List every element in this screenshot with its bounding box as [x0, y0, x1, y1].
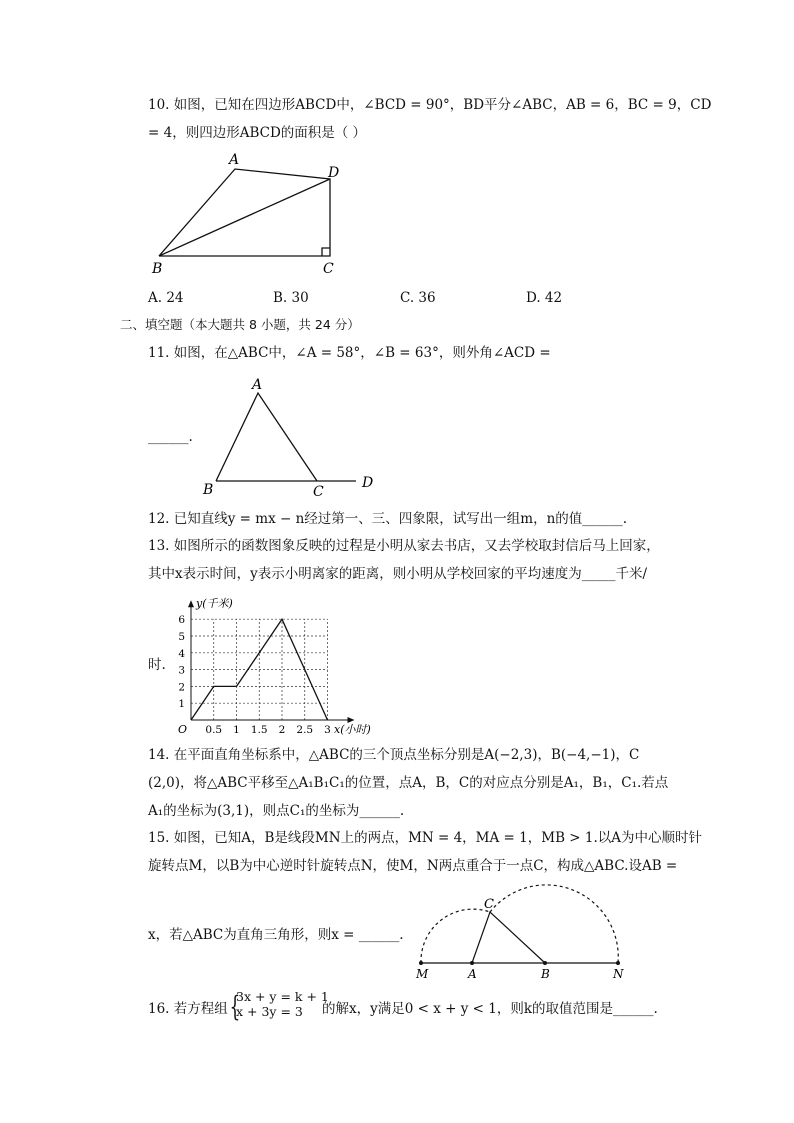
chart-y-tick-label: 3: [178, 664, 185, 677]
q16-equation-1: 3x + y = k + 1: [236, 989, 329, 1004]
q15-label-N: N: [613, 967, 624, 981]
q15-label-A: A: [468, 967, 477, 981]
q12-stem: 12. 已知直线y = mx − n经过第一、三、四象限，试写出一组m，n的值______.: [148, 511, 628, 527]
q10-label-D: D: [328, 165, 340, 181]
q16-suffix: 的解x，y满足0 < x + y < 1，则k的取值范围是______.: [322, 1001, 658, 1017]
chart-y-tick-label: 6: [178, 614, 185, 627]
q10-option-a[interactable]: A. 24: [148, 290, 184, 306]
q15-label-C: C: [484, 897, 494, 912]
q15-label-B: B: [541, 967, 550, 981]
q16-prefix: 16. 若方程组: [148, 1001, 228, 1017]
q15-label-M: M: [416, 967, 429, 981]
q10-label-A: A: [229, 152, 240, 168]
chart-x-tick-label: 2.5: [296, 724, 314, 736]
q15-stem-line1: 15. 如图，已知A，B是线段MN上的两点，MN = 4，MA = 1，MB > 1.以A为中心顺时针: [148, 830, 703, 846]
q13-stem-line3: 时.: [148, 657, 166, 673]
q11-label-C: C: [313, 484, 324, 500]
q10-label-C: C: [323, 261, 334, 277]
q11-label-B: B: [203, 482, 214, 498]
q10-stem-line2: = 4，则四边形ABCD的面积是（ ）: [148, 125, 367, 141]
q10-stem-line1: 10. 如图，已知在四边形ABCD中，∠BCD = 90°，BD平分∠ABC，AB = 6，BC = 9，CD: [148, 97, 712, 113]
q14-stem-line2: (2,0)，将△ABC平移至△A₁B₁C₁的位置，点A，B，C的对应点分别是A₁，B₁，C₁.若点: [148, 775, 669, 791]
chart-y-tick-label: 1: [178, 698, 185, 711]
q11-answer-blank[interactable]: ______.: [148, 429, 193, 445]
chart-x-tick-label: 3: [324, 724, 331, 736]
q10-option-d[interactable]: D. 42: [526, 290, 563, 306]
q10-label-B: B: [152, 261, 163, 277]
q15-stem-line3: x，若△ABC为直角三角形，则x = ______.: [148, 927, 404, 943]
q13-stem-line1: 13. 如图所示的函数图象反映的过程是小明从家去书店，又去学校取封信后马上回家，: [148, 538, 660, 554]
chart-x-tick-label: 2: [278, 724, 286, 736]
q10-option-c[interactable]: C. 36: [400, 290, 436, 306]
chart-y-tick-label: 5: [178, 631, 185, 643]
q13-stem-line2: 其中x表示时间，y表示小明离家的距离，则小明从学校回家的平均速度为_____千米/: [148, 566, 648, 582]
section-title: 二、填空题（本大题共 8 小题，共 24 分）: [120, 317, 360, 332]
q14-stem-line3: A₁的坐标为(3,1)，则点C₁的坐标为______.: [148, 803, 405, 819]
chart-y-axis-label: y(千米): [196, 597, 233, 610]
q11-label-A: A: [252, 377, 263, 393]
q14-stem-line1: 14. 在平面直角坐标系中，△ABC的三个顶点坐标分别是A(−2,3)，B(−4,−1)，C: [148, 747, 640, 763]
q16-brace: {: [229, 990, 241, 1023]
chart-x-tick-label: 1: [233, 724, 240, 736]
chart-y-tick-label: 2: [178, 681, 185, 694]
q11-label-D: D: [362, 475, 374, 491]
chart-x-tick-label: 0.5: [205, 724, 223, 736]
q11-stem-line1: 11. 如图，在△ABC中，∠A = 58°，∠B = 63°，则外角∠ACD =: [148, 345, 551, 361]
q16-equation-2: x + 3y = 3: [236, 1004, 303, 1019]
q10-option-b[interactable]: B. 30: [273, 290, 309, 306]
chart-x-tick-label: 1.5: [250, 724, 268, 736]
chart-x-axis-label: x(小时): [334, 723, 371, 736]
chart-y-tick-label: 4: [178, 647, 185, 660]
chart-origin-label: O: [178, 723, 188, 736]
q15-stem-line2: 旋转点M，以B为中心逆时针旋转点N，使M，N两点重合于一点C，构成△ABC.设AB =: [148, 858, 678, 874]
